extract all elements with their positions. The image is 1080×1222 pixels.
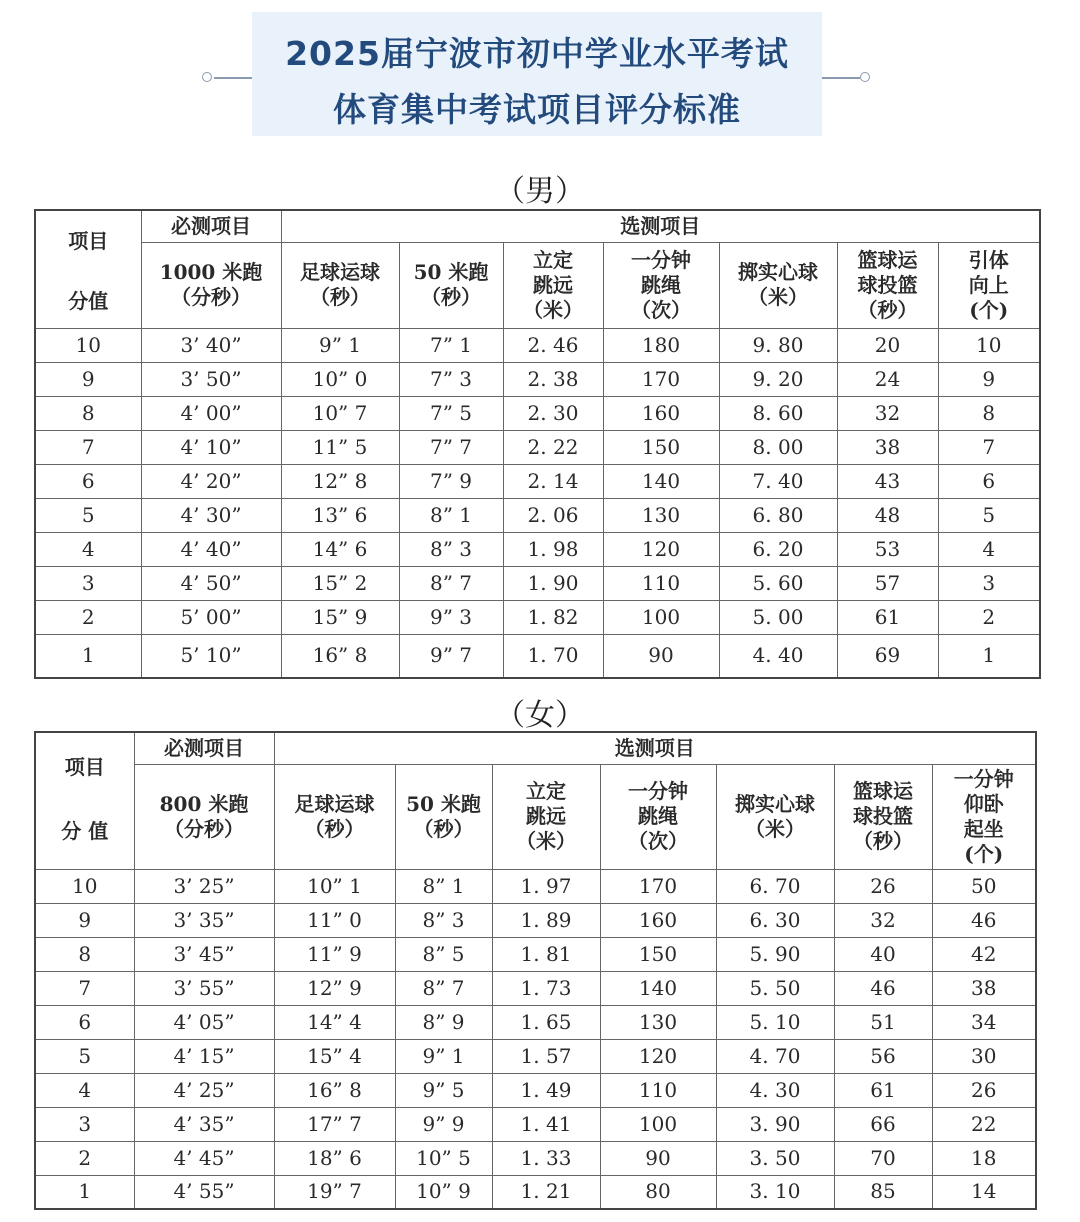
- value-cell: 46: [834, 971, 932, 1005]
- male-column-header: [719, 242, 837, 328]
- value-cell: 50: [932, 869, 1036, 903]
- female-column-header: [834, 764, 932, 869]
- female-column-header: [395, 764, 492, 869]
- male-column-header-line: 足球运球: [300, 260, 380, 284]
- table-row: [35, 600, 1040, 634]
- value-cell: 9” 7: [399, 634, 503, 678]
- value-cell: 70: [834, 1141, 932, 1175]
- value-cell: 40: [834, 937, 932, 971]
- female-column-header-line: 跳远: [526, 804, 566, 828]
- value-cell: 11” 5: [281, 430, 399, 464]
- value-cell: 3’ 45”: [134, 937, 274, 971]
- value-cell: 10” 5: [395, 1141, 492, 1175]
- female-column-header: [134, 764, 274, 869]
- score-cell: 7: [35, 971, 134, 1005]
- value-cell: 61: [834, 1073, 932, 1107]
- score-cell: 4: [35, 532, 141, 566]
- female-column-header-line: 50 米跑: [406, 791, 481, 816]
- value-cell: 15” 2: [281, 566, 399, 600]
- value-cell: 56: [834, 1039, 932, 1073]
- value-cell: 9” 1: [395, 1039, 492, 1073]
- value-cell: 18” 6: [274, 1141, 395, 1175]
- female-column-headers: [35, 764, 1036, 869]
- value-cell: 26: [834, 869, 932, 903]
- value-cell: 8” 9: [395, 1005, 492, 1039]
- value-cell: 7” 3: [399, 362, 503, 396]
- male-corner-header: [35, 210, 141, 328]
- female-corner-top: 项目: [64, 755, 105, 779]
- score-cell: 3: [35, 566, 141, 600]
- value-cell: 1. 90: [503, 566, 603, 600]
- male-score-table: [34, 209, 1041, 679]
- male-column-header: [837, 242, 938, 328]
- value-cell: 48: [837, 498, 938, 532]
- value-cell: 2. 30: [503, 396, 603, 430]
- value-cell: 14” 6: [281, 532, 399, 566]
- female-column-header: [716, 764, 834, 869]
- male-elective-header: 选测项目: [281, 210, 1040, 242]
- male-column-header-line: （秒）: [310, 285, 370, 309]
- value-cell: 19” 7: [274, 1175, 395, 1209]
- female-elective-header: 选测项目: [274, 732, 1036, 764]
- male-column-header-line: （秒）: [421, 285, 481, 309]
- male-column-header: [281, 242, 399, 328]
- score-cell: 3: [35, 1107, 134, 1141]
- value-cell: 170: [603, 362, 719, 396]
- value-cell: 53: [837, 532, 938, 566]
- value-cell: 13” 6: [281, 498, 399, 532]
- female-column-header-line: 800 米跑: [159, 791, 249, 816]
- value-cell: 120: [603, 532, 719, 566]
- table-row: [35, 869, 1036, 903]
- score-cell: 6: [35, 1005, 134, 1039]
- title-decoration-right: [822, 72, 872, 82]
- male-column-header-line: (个): [969, 297, 1009, 322]
- score-cell: 9: [35, 362, 141, 396]
- female-column-header-line: 篮球运: [853, 779, 913, 803]
- value-cell: 4’ 50”: [141, 566, 281, 600]
- value-cell: 15” 9: [281, 600, 399, 634]
- value-cell: 140: [600, 971, 716, 1005]
- value-cell: 9. 20: [719, 362, 837, 396]
- value-cell: 30: [932, 1039, 1036, 1073]
- male-column-header-line: 引体: [968, 247, 1009, 272]
- table-row: [35, 362, 1040, 396]
- female-column-header-line: (个): [964, 841, 1004, 866]
- value-cell: 16” 8: [274, 1073, 395, 1107]
- female-section-label: （女）: [495, 698, 585, 733]
- value-cell: 2. 06: [503, 498, 603, 532]
- value-cell: 150: [603, 430, 719, 464]
- value-cell: 4’ 05”: [134, 1005, 274, 1039]
- value-cell: 10: [938, 328, 1040, 362]
- value-cell: 8” 1: [399, 498, 503, 532]
- female-column-header-line: 足球运球: [294, 791, 375, 816]
- value-cell: 1. 81: [492, 937, 600, 971]
- value-cell: 3. 10: [716, 1175, 834, 1209]
- value-cell: 7. 40: [719, 464, 837, 498]
- value-cell: 5’ 00”: [141, 600, 281, 634]
- value-cell: 1. 49: [492, 1073, 600, 1107]
- value-cell: 1. 70: [503, 634, 603, 678]
- score-cell: 2: [35, 1141, 134, 1175]
- value-cell: 69: [837, 634, 938, 678]
- score-cell: 5: [35, 1039, 134, 1073]
- female-column-header-line: 一分钟: [953, 766, 1014, 791]
- value-cell: 180: [603, 328, 719, 362]
- score-cell: 5: [35, 498, 141, 532]
- female-column-header-line: 跳绳: [638, 804, 678, 828]
- value-cell: 6: [938, 464, 1040, 498]
- value-cell: 6. 80: [719, 498, 837, 532]
- value-cell: 85: [834, 1175, 932, 1209]
- value-cell: 7: [938, 430, 1040, 464]
- score-cell: 4: [35, 1073, 134, 1107]
- value-cell: 5. 50: [716, 971, 834, 1005]
- table-row: [35, 903, 1036, 937]
- title-line-2: 体育集中考试项目评分标准: [333, 90, 741, 129]
- score-cell: 8: [35, 396, 141, 430]
- title-banner: [252, 12, 822, 136]
- value-cell: 4’ 20”: [141, 464, 281, 498]
- value-cell: 8. 60: [719, 396, 837, 430]
- male-column-header-line: （米）: [748, 285, 808, 309]
- table-row: [35, 937, 1036, 971]
- male-column-headers: [35, 242, 1040, 328]
- value-cell: 24: [837, 362, 938, 396]
- value-cell: 8: [938, 396, 1040, 430]
- female-corner-bottom: 分 值: [61, 819, 109, 843]
- value-cell: 9” 1: [281, 328, 399, 362]
- value-cell: 8” 7: [395, 971, 492, 1005]
- table-row: [35, 1005, 1036, 1039]
- value-cell: 110: [600, 1073, 716, 1107]
- male-column-header: [141, 242, 281, 328]
- value-cell: 51: [834, 1005, 932, 1039]
- female-column-header-line: （米）: [516, 829, 576, 853]
- male-required-header: 必测项目: [141, 210, 281, 242]
- value-cell: 3’ 55”: [134, 971, 274, 1005]
- value-cell: 4’ 25”: [134, 1073, 274, 1107]
- title-decoration-left: [202, 72, 252, 82]
- value-cell: 120: [600, 1039, 716, 1073]
- value-cell: 150: [600, 937, 716, 971]
- female-column-header: [600, 764, 716, 869]
- score-cell: 1: [35, 1175, 134, 1209]
- female-score-table: [34, 731, 1037, 1210]
- value-cell: 38: [837, 430, 938, 464]
- value-cell: 1. 33: [492, 1141, 600, 1175]
- value-cell: 7” 1: [399, 328, 503, 362]
- value-cell: 1. 21: [492, 1175, 600, 1209]
- male-column-header-line: （米）: [523, 297, 583, 322]
- value-cell: 8” 3: [395, 903, 492, 937]
- value-cell: 2: [938, 600, 1040, 634]
- male-column-header-line: （次）: [631, 297, 691, 322]
- value-cell: 12” 8: [281, 464, 399, 498]
- male-column-header-line: 球投篮: [857, 272, 918, 297]
- value-cell: 3’ 35”: [134, 903, 274, 937]
- value-cell: 4’ 10”: [141, 430, 281, 464]
- value-cell: 15” 4: [274, 1039, 395, 1073]
- female-column-header-line: （分秒）: [164, 816, 244, 841]
- value-cell: 10” 0: [281, 362, 399, 396]
- value-cell: 140: [603, 464, 719, 498]
- male-column-header: [503, 242, 603, 328]
- value-cell: 42: [932, 937, 1036, 971]
- value-cell: 1. 97: [492, 869, 600, 903]
- female-column-header: [932, 764, 1036, 869]
- female-column-header-line: （次）: [628, 829, 688, 853]
- value-cell: 4. 30: [716, 1073, 834, 1107]
- value-cell: 4’ 00”: [141, 396, 281, 430]
- value-cell: 8” 7: [399, 566, 503, 600]
- title-line-1: 2025届宁波市初中学业水平考试: [285, 34, 789, 73]
- table-row: [35, 971, 1036, 1005]
- value-cell: 5: [938, 498, 1040, 532]
- female-column-header-line: （秒）: [413, 816, 474, 841]
- value-cell: 10” 9: [395, 1175, 492, 1209]
- male-column-header: [399, 242, 503, 328]
- value-cell: 38: [932, 971, 1036, 1005]
- table-row: [35, 1141, 1036, 1175]
- male-column-header-line: 一分钟: [631, 247, 691, 272]
- value-cell: 110: [603, 566, 719, 600]
- value-cell: 12” 9: [274, 971, 395, 1005]
- male-table-body: [35, 328, 1040, 678]
- male-column-header-line: 50 米跑: [413, 260, 489, 284]
- value-cell: 4. 40: [719, 634, 837, 678]
- value-cell: 61: [837, 600, 938, 634]
- table-row: [35, 566, 1040, 600]
- value-cell: 66: [834, 1107, 932, 1141]
- value-cell: 4: [938, 532, 1040, 566]
- value-cell: 3’ 25”: [134, 869, 274, 903]
- value-cell: 32: [837, 396, 938, 430]
- value-cell: 4’ 15”: [134, 1039, 274, 1073]
- female-required-header: 必测项目: [134, 732, 274, 764]
- value-cell: 130: [600, 1005, 716, 1039]
- female-column-header-line: 球投篮: [853, 804, 913, 828]
- male-column-header-line: 立定: [533, 247, 573, 272]
- value-cell: 3’ 40”: [141, 328, 281, 362]
- female-column-header-line: 掷实心球: [735, 791, 815, 816]
- score-cell: 10: [35, 328, 141, 362]
- value-cell: 5. 60: [719, 566, 837, 600]
- table-row: [35, 1073, 1036, 1107]
- female-column-header-line: 仰卧: [963, 791, 1004, 816]
- value-cell: 26: [932, 1073, 1036, 1107]
- value-cell: 3. 50: [716, 1141, 834, 1175]
- value-cell: 90: [600, 1141, 716, 1175]
- value-cell: 4’ 30”: [141, 498, 281, 532]
- male-column-header: [603, 242, 719, 328]
- score-cell: 9: [35, 903, 134, 937]
- value-cell: 1. 41: [492, 1107, 600, 1141]
- table-row: [35, 634, 1040, 678]
- value-cell: 34: [932, 1005, 1036, 1039]
- value-cell: 160: [603, 396, 719, 430]
- value-cell: 90: [603, 634, 719, 678]
- value-cell: 8. 00: [719, 430, 837, 464]
- male-column-header: [938, 242, 1040, 328]
- table-row: [35, 464, 1040, 498]
- value-cell: 1. 82: [503, 600, 603, 634]
- value-cell: 1. 73: [492, 971, 600, 1005]
- value-cell: 11” 9: [274, 937, 395, 971]
- score-cell: 2: [35, 600, 141, 634]
- male-column-header-line: （分秒）: [171, 285, 251, 309]
- score-cell: 1: [35, 634, 141, 678]
- value-cell: 5’ 10”: [141, 634, 281, 678]
- value-cell: 1. 65: [492, 1005, 600, 1039]
- table-row: [35, 1039, 1036, 1073]
- value-cell: 9: [938, 362, 1040, 396]
- value-cell: 22: [932, 1107, 1036, 1141]
- value-cell: 16” 8: [281, 634, 399, 678]
- female-column-header-line: 起坐: [963, 816, 1004, 841]
- value-cell: 160: [600, 903, 716, 937]
- value-cell: 5. 00: [719, 600, 837, 634]
- value-cell: 4’ 40”: [141, 532, 281, 566]
- female-column-header-line: 一分钟: [628, 779, 688, 803]
- value-cell: 4’ 35”: [134, 1107, 274, 1141]
- value-cell: 18: [932, 1141, 1036, 1175]
- value-cell: 3: [938, 566, 1040, 600]
- female-column-header-line: （秒）: [853, 829, 913, 853]
- value-cell: 14: [932, 1175, 1036, 1209]
- female-column-header: [274, 764, 395, 869]
- value-cell: 170: [600, 869, 716, 903]
- female-table-body: [35, 869, 1036, 1209]
- table-row: [35, 1175, 1036, 1209]
- value-cell: 2. 22: [503, 430, 603, 464]
- value-cell: 10” 1: [274, 869, 395, 903]
- score-cell: 7: [35, 430, 141, 464]
- value-cell: 6. 20: [719, 532, 837, 566]
- score-cell: 6: [35, 464, 141, 498]
- value-cell: 20: [837, 328, 938, 362]
- value-cell: 6. 70: [716, 869, 834, 903]
- value-cell: 4’ 45”: [134, 1141, 274, 1175]
- male-column-header-line: 1000 米跑: [159, 260, 263, 284]
- female-column-header-line: （秒）: [304, 816, 365, 841]
- value-cell: 57: [837, 566, 938, 600]
- value-cell: 1. 57: [492, 1039, 600, 1073]
- table-row: [35, 430, 1040, 464]
- female-corner-header: [35, 732, 134, 869]
- value-cell: 6. 30: [716, 903, 834, 937]
- value-cell: 9” 9: [395, 1107, 492, 1141]
- female-column-header-line: （米）: [745, 816, 805, 841]
- value-cell: 4. 70: [716, 1039, 834, 1073]
- value-cell: 17” 7: [274, 1107, 395, 1141]
- female-column-header-line: 立定: [526, 779, 566, 803]
- value-cell: 1: [938, 634, 1040, 678]
- male-column-header-line: 向上: [968, 272, 1009, 297]
- value-cell: 1. 89: [492, 903, 600, 937]
- table-row: [35, 498, 1040, 532]
- male-section-label: （男）: [495, 174, 585, 209]
- value-cell: 5. 10: [716, 1005, 834, 1039]
- value-cell: 130: [603, 498, 719, 532]
- table-row: [35, 328, 1040, 362]
- value-cell: 2. 14: [503, 464, 603, 498]
- value-cell: 7” 5: [399, 396, 503, 430]
- value-cell: 100: [603, 600, 719, 634]
- value-cell: 8” 5: [395, 937, 492, 971]
- value-cell: 3. 90: [716, 1107, 834, 1141]
- female-column-header: [492, 764, 600, 869]
- value-cell: 11” 0: [274, 903, 395, 937]
- value-cell: 5. 90: [716, 937, 834, 971]
- table-row: [35, 1107, 1036, 1141]
- male-corner-bottom: 分值: [68, 289, 109, 313]
- male-column-header-line: 掷实心球: [738, 260, 818, 284]
- value-cell: 10” 7: [281, 396, 399, 430]
- value-cell: 8” 3: [399, 532, 503, 566]
- value-cell: 7” 9: [399, 464, 503, 498]
- value-cell: 2. 38: [503, 362, 603, 396]
- value-cell: 1. 98: [503, 532, 603, 566]
- value-cell: 9. 80: [719, 328, 837, 362]
- value-cell: 46: [932, 903, 1036, 937]
- male-column-header-line: 跳绳: [641, 272, 681, 297]
- value-cell: 9” 3: [399, 600, 503, 634]
- value-cell: 3’ 50”: [141, 362, 281, 396]
- score-cell: 10: [35, 869, 134, 903]
- male-column-header-line: 跳远: [533, 272, 573, 297]
- value-cell: 9” 5: [395, 1073, 492, 1107]
- value-cell: 80: [600, 1175, 716, 1209]
- value-cell: 43: [837, 464, 938, 498]
- score-cell: 8: [35, 937, 134, 971]
- value-cell: 7” 7: [399, 430, 503, 464]
- male-column-header-line: （秒）: [857, 297, 918, 322]
- value-cell: 4’ 55”: [134, 1175, 274, 1209]
- male-corner-top: 项目: [68, 229, 109, 253]
- value-cell: 2. 46: [503, 328, 603, 362]
- value-cell: 32: [834, 903, 932, 937]
- table-row: [35, 532, 1040, 566]
- male-column-header-line: 篮球运: [857, 247, 918, 272]
- table-row: [35, 396, 1040, 430]
- value-cell: 14” 4: [274, 1005, 395, 1039]
- value-cell: 100: [600, 1107, 716, 1141]
- value-cell: 8” 1: [395, 869, 492, 903]
